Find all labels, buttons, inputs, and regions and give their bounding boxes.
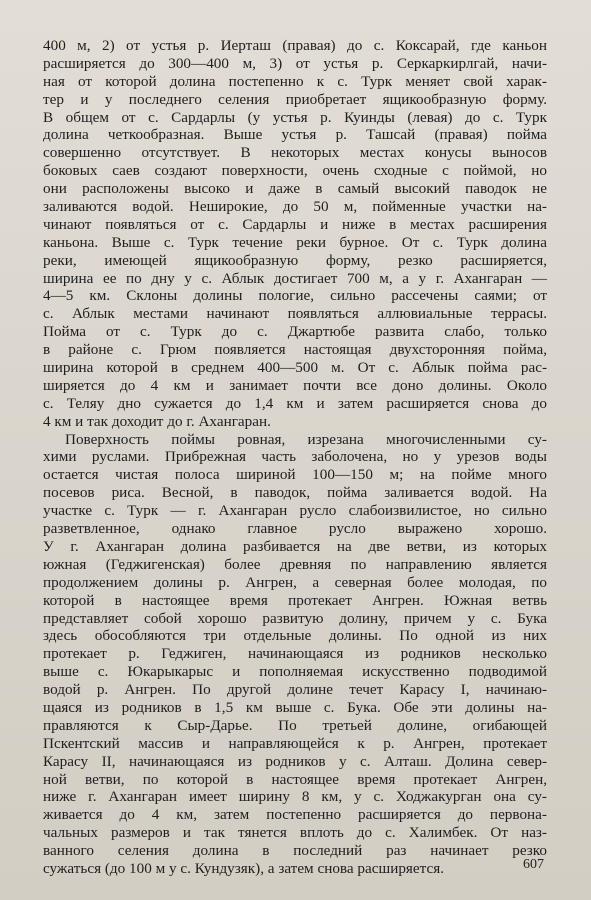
- text-line: ниже г. Ахангаран имеет ширину 8 км, у с. Ходжакурган она су-: [43, 788, 547, 806]
- text-line: ширяется до 4 км и занимает почти все доно долины. Около: [43, 376, 547, 394]
- text-line: они расположены высоко и даже в самый высокий паводок не: [43, 180, 547, 198]
- text-line: с. Теляу дно сужается до 1,4 км и затем расширяется снова до: [43, 394, 547, 412]
- text-line: У г. Ахангаран долина разбивается на две ветви, из которых: [43, 537, 547, 555]
- text-line: в районе с. Грюм появляется настоящая двухсторонняя пойма,: [43, 341, 547, 359]
- text-line: расширяется до 300—400 м, 3) от устья р. Серкаркирлгай, начи-: [43, 54, 547, 72]
- text-line: чальных размеров и так тянется вплоть до с. Халимбек. От наз-: [43, 824, 547, 842]
- text-line: 4—5 км. Склоны долины пологие, сильно рассечены саями; от: [43, 287, 547, 305]
- text-line: щаяся из родников в 1,5 км выше с. Бука. Обе эти долины на-: [43, 698, 547, 716]
- text-line: боковых саев создают поверхности, очень сходные с поймой, но: [43, 162, 547, 180]
- text-line: правляются к Сыр-Дарье. По третьей долине, огибающей: [43, 716, 547, 734]
- text-line: долина четкообразная. Выше устья р. Ташсай (правая) пойма: [43, 126, 547, 144]
- text-line: выше с. Юкарыкарыс и пополняемая искусственно подводимой: [43, 663, 547, 681]
- text-line: которой в настоящее время протекает Ангрен. Южная ветвь: [43, 591, 547, 609]
- text-line: ширина ее по дну у с. Аблык достигает 700 м, а у г. Ахангаран —: [43, 269, 547, 287]
- text-line: каньона. Выше с. Турк течение реки бурное. От с. Турк долина: [43, 233, 547, 251]
- text-line: реки, имеющей ящикообразную форму, резко расширяется,: [43, 251, 547, 269]
- text-line: Карасу II, начинающаяся из родников у с. Алташ. Долина север-: [43, 752, 547, 770]
- body-text: [43, 37, 547, 878]
- text-line: ванного селения долина в последний раз начинает резко: [43, 842, 547, 860]
- text-line: заливаются водой. Неширокие, до 50 м, пойменные участки на-: [43, 198, 547, 216]
- text-line: представляет собой хорошо развитую долину, причем у с. Бука: [43, 609, 547, 627]
- text-line: продолжением долины р. Ангрен, а северная более молодая, по: [43, 573, 547, 591]
- text-line: сужаться (до 100 м у с. Кундузяк), а затем снова расширяется.: [43, 859, 444, 877]
- text-line: ной ветви, по которой в настоящее время протекает Ангрен,: [43, 770, 547, 788]
- text-line: остается чистая полоса шириной 100—150 м; на пойме много: [43, 466, 547, 484]
- text-line: живается до 4 км, затем постепенно расширяется до первона-: [43, 806, 547, 824]
- text-line: ная от которой долина постепенно к с. Турк меняет свой харак-: [43, 72, 547, 90]
- text-line: ширина которой в среднем 400—500 м. От с. Аблык пойма рас-: [43, 359, 547, 377]
- text-line: с. Аблык местами начинают появляться аллювиальные террасы.: [43, 305, 547, 323]
- text-line: южная (Геджигенская) более древняя по направлению является: [43, 555, 547, 573]
- text-line: Пойма от с. Турк до с. Джартюбе развита слабо, только: [43, 323, 547, 341]
- page-number: 607: [523, 857, 544, 872]
- text-line: здесь обособляются три отдельные долины. По одной из них: [43, 627, 547, 645]
- text-line: посевов риса. Весной, в паводок, пойма заливается водой. На: [43, 484, 547, 502]
- text-line: разветвленное, однако главное русло выражено хорошо.: [43, 520, 547, 538]
- text-line: 4 км и так доходит до г. Ахангаран.: [43, 412, 271, 430]
- text-line: Пскентский массив и направляющейся к р. Ангрен, протекает: [43, 734, 547, 752]
- text-line: чинают появляться от с. Сардарлы и ниже в местах расширения: [43, 215, 547, 233]
- text-line: тер и у последнего селения приобретает ящикообразную форму.: [43, 90, 547, 108]
- text-line: совершенно отсутствует. В некоторых местах конусы выносов: [43, 144, 547, 162]
- text-line: водой р. Ангрен. По другой долине течет Карасу I, начинаю-: [43, 681, 547, 699]
- text-line: участке с. Турк — г. Ахангаран русло слабоизвилистое, но сильно: [43, 502, 547, 520]
- text-line: протекает р. Геджиген, начинающаяся из родников несколько: [43, 645, 547, 663]
- text-line: В общем от с. Сардарлы (у устья р. Куинды (левая) до с. Турк: [43, 108, 547, 126]
- text-line: хими руслами. Прибрежная часть заболочена, но у урезов воды: [43, 448, 547, 466]
- text-line: 400 м, 2) от устья р. Иерташ (правая) до с. Коксарай, где каньон: [43, 37, 547, 54]
- text-line: Поверхность поймы ровная, изрезана многочисленными су-: [65, 430, 547, 448]
